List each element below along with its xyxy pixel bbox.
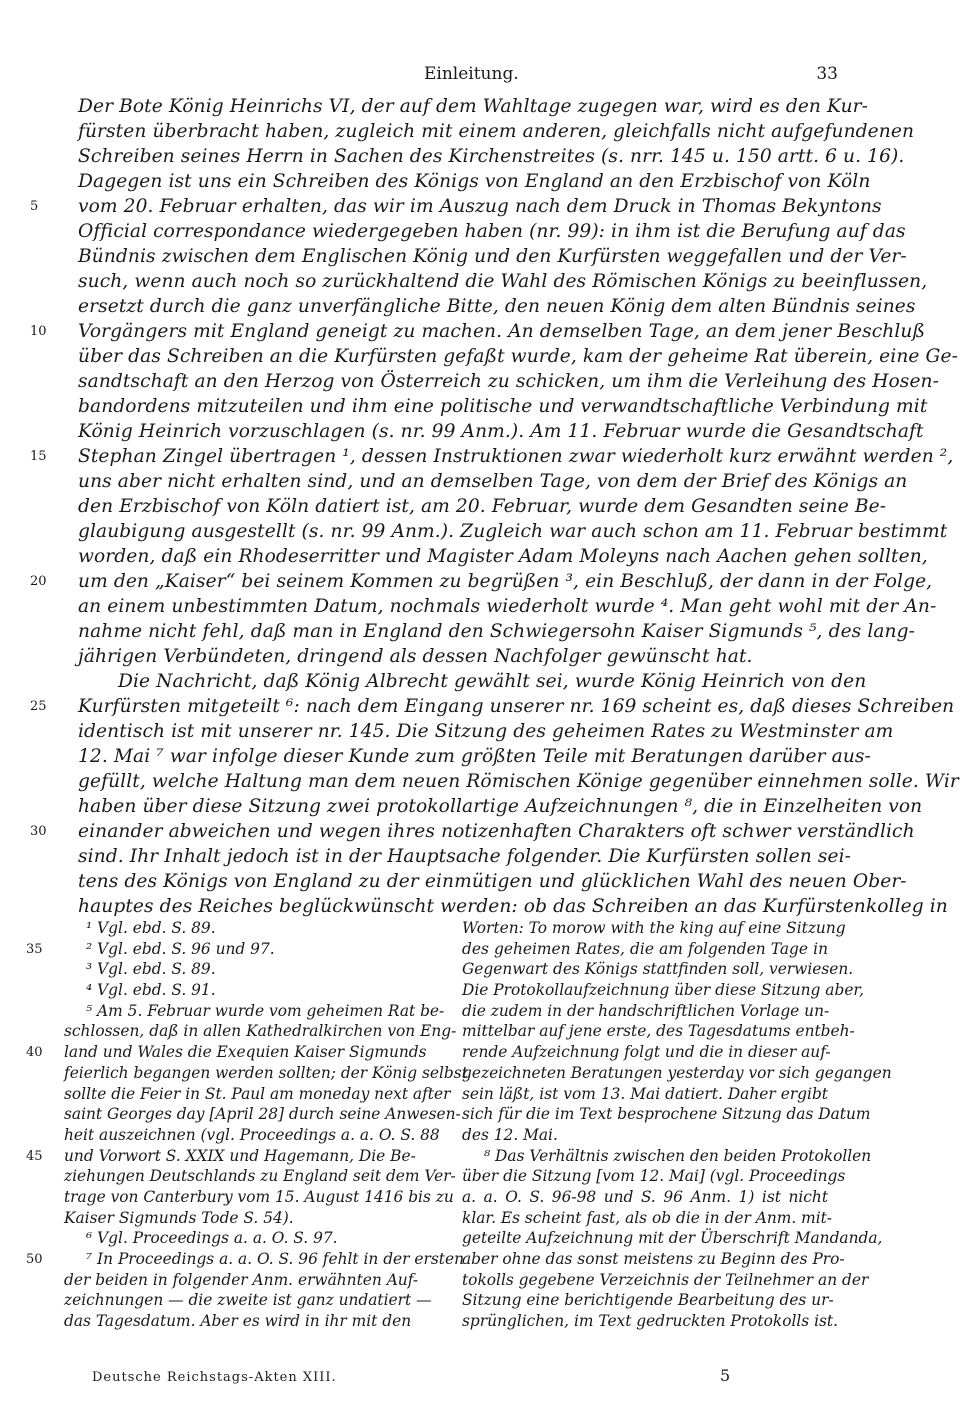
text-line: Die Nachricht, daß König Albrecht gewählt sei, wurde König Heinrich von den	[118, 671, 867, 692]
text-line: such, wenn auch noch so zurückhaltend die Wahl des Römischen Königs zu beeinflussen,	[78, 271, 928, 292]
text-line: identisch ist mit unserer nr. 145. Die Sitzung des geheimen Rates zu Westminster am	[78, 721, 894, 742]
text-line: gefüllt, welche Haltung man dem neuen Römischen Könige gegenüber einnehmen solle. Wir	[78, 771, 959, 792]
text-line: nahme nicht fehl, daß man in England den Schwiegersohn Kaiser Sigmunds ⁵, des lang-	[78, 621, 916, 642]
footnote-line: sprünglichen, im Text gedruckten Protokolls ist.	[462, 1312, 838, 1331]
text-line: Dagegen ist uns ein Schreiben des Königs von England an den Erzbischof von Köln	[78, 171, 871, 192]
text-line: worden, daß ein Rhodeserritter und Magister Adam Moleyns nach Aachen gehen sollten,	[78, 546, 928, 567]
running-title: Einleitung.	[424, 64, 519, 84]
footnote-line: gezeichneten Beratungen yesterday vor sich gegangen	[462, 1063, 892, 1082]
text-line: über das Schreiben an die Kurfürsten gefaßt wurde, kam der geheime Rat überein, eine Ge-	[78, 346, 958, 367]
footnote-line: ziehungen Deutschlands zu England seit dem Ver-	[64, 1167, 456, 1186]
footnote-line: der beiden in folgender Anm. erwähnten Auf-	[64, 1270, 419, 1289]
footnote-line: des 12. Mai.	[462, 1125, 558, 1144]
text-line: glaubigung ausgestellt (s. nr. 99 Anm.). Zugleich war auch schon am 11. Februar bestimmt	[78, 521, 948, 542]
footnote-line: zeichnungen — die zweite ist ganz undatiert —	[64, 1291, 432, 1310]
page-number: 33	[816, 64, 838, 84]
footnote-line: Worten: To morow with the king auf eine Sitzung	[462, 919, 846, 937]
footnote-line: tokolls gegebene Verzeichnis der Teilnehmer an der	[462, 1270, 869, 1289]
text-line: um den „Kaiser“ bei seinem Kommen zu begrüßen ³, ein Beschluß, der dann in der Folge,	[78, 571, 933, 592]
footnote-line: geteilte Aufzeichnung mit der Überschrift Mandanda,	[462, 1229, 883, 1248]
text-line: den Erzbischof von Köln datiert ist, am 20. Februar, wurde dem Gesandten seine Be-	[78, 496, 887, 517]
footnote-line: ⁴ Vgl. ebd. S. 91.	[86, 981, 216, 1000]
text-line: sind. Ihr Inhalt jedoch ist in der Hauptsache folgender. Die Kurfürsten sollen sei-	[78, 846, 852, 867]
footnote-line: ⁵ Am 5. Februar wurde vom geheimen Rat be-	[86, 1001, 445, 1020]
footnote-line: feierlich begangen werden sollten; der König selbst	[64, 1063, 468, 1082]
footnote-line: sein läßt, ist vom 13. Mai datiert. Daher ergibt	[462, 1084, 828, 1103]
line-number: 30	[30, 824, 47, 839]
footnote-line-number: 45	[26, 1148, 43, 1164]
text-line: sandtschaft an den Herzog von Österreich zu schicken, um ihm die Verleihung des Hosen-	[78, 371, 940, 392]
page-header	[0, 64, 960, 88]
footnote-line: ⁸ Das Verhältnis zwischen den beiden Protokollen	[484, 1146, 872, 1165]
footnotes-left-column	[64, 918, 468, 1332]
text-line: Vorgängers mit England geneigt zu machen. An demselben Tage, an dem jener Beschluß	[78, 321, 925, 342]
signature-mark: 5	[720, 1366, 731, 1385]
footnote-line: klar. Es scheint fast, als ob die in der Anm. mit-	[462, 1208, 833, 1227]
series-title: Deutsche Reichstags-Akten XIII.	[92, 1370, 337, 1385]
footnote-line: sich für die im Text besprochene Sitzung das Datum	[462, 1105, 871, 1124]
text-line: ersetzt durch die ganz unverfängliche Bitte, den neuen König dem alten Bündnis seines	[78, 296, 916, 317]
footnote-line: das Tagesdatum. Aber es wird in ihr mit den	[64, 1312, 412, 1331]
text-line: an einem unbestimmten Datum, nochmals wiederholt wurde ⁴. Man geht wohl mit der An-	[78, 596, 937, 617]
footnote-line: saint Georges day [April 28] durch seine Anwesen-	[64, 1105, 461, 1124]
footnote-line: Gegenwart des Königs stattfinden soll, verwiesen.	[462, 960, 854, 979]
footnote-line: land und Wales die Exequien Kaiser Sigmunds	[64, 1043, 427, 1062]
line-number: 5	[30, 199, 39, 214]
text-line: König Heinrich vorzuschlagen (s. nr. 99 Anm.). Am 11. Februar wurde die Gesandtschaft	[78, 421, 924, 442]
text-line: fürsten überbracht haben, zugleich mit einem anderen, gleichfalls nicht aufgefundenen	[78, 121, 915, 142]
text-line: Stephan Zingel übertragen ¹, dessen Instruktionen zwar wiederholt kurz erwähnt werden ²,	[78, 446, 954, 467]
text-line: uns aber nicht erhalten sind, und an demselben Tage, von dem der Brief des Königs an	[78, 471, 908, 492]
footnote-line: Sitzung eine berichtigende Bearbeitung des ur-	[462, 1291, 834, 1310]
text-line: bandordens mitzuteilen und ihm eine politische und verwandtschaftliche Verbindung mit	[78, 396, 928, 417]
footnote-line: ⁷ In Proceedings a. a. O. S. 96 fehlt in der ersten	[86, 1250, 464, 1268]
footnote-line: und Vorwort S. XXIX und Hagemann, Die Be-	[64, 1146, 416, 1165]
text-line: Schreiben seines Herrn in Sachen des Kirchenstreites (s. nrr. 145 u. 150 artt. 6 u. 16).	[78, 146, 905, 167]
text-line: Bündnis zwischen dem Englischen König und den Kurfürsten weggefallen und der Ver-	[78, 246, 907, 267]
footnote-line: trage von Canterbury vom 15. August 1416 bis zu	[64, 1187, 454, 1206]
footnote-line: heit auszeichnen (vgl. Proceedings a. a. O. S. 88	[64, 1125, 440, 1144]
text-line: Der Bote König Heinrichs VI, der auf dem Wahltage zugegen war, wird es den Kur-	[78, 96, 869, 117]
footnote-line: ¹ Vgl. ebd. S. 89.	[86, 919, 216, 937]
line-number: 25	[30, 699, 47, 714]
text-line: tens des Königs von England zu der einmütigen und glücklichen Wahl des neuen Ober-	[78, 871, 907, 892]
footnote-line: mittelbar auf jene erste, des Tagesdatums entbeh-	[462, 1022, 855, 1041]
footnote-line: rende Aufzeichnung folgt und die in dieser auf-	[462, 1043, 831, 1062]
footnote-line: des geheimen Rates, die am folgenden Tage in	[462, 939, 828, 958]
text-line: haben über diese Sitzung zwei protokollartige Aufzeichnungen ⁸, die in Einzelheiten von	[78, 796, 923, 817]
footnote-line: aber ohne das sonst meistens zu Beginn des Pro-	[462, 1250, 845, 1268]
text-line: Official correspondance wiedergegeben haben (nr. 99): in ihm ist die Berufung auf das	[78, 221, 906, 242]
footnotes-right-column	[462, 918, 892, 1332]
text-line: vom 20. Februar erhalten, das wir im Auszug nach dem Druck in Thomas Bekyntons	[78, 196, 882, 217]
footnote-line: die zudem in der handschriftlichen Vorlage un-	[462, 1001, 830, 1020]
text-line: hauptes des Reiches beglückwünscht werden: ob das Schreiben an das Kurfürstenkolleg in	[78, 896, 948, 917]
footnote-line-number: 40	[26, 1045, 43, 1061]
footnote-line: über die Sitzung [vom 12. Mai] (vgl. Proceedings	[462, 1167, 846, 1186]
text-line: einander abweichen und wegen ihres notizenhaften Charakters oft schwer verständlich	[78, 821, 915, 842]
footnote-line: Kaiser Sigmunds Tode S. 54).	[64, 1208, 294, 1227]
footnote-line: ⁶ Vgl. Proceedings a. a. O. S. 97.	[86, 1229, 338, 1248]
footnote-line-number: 35	[26, 941, 43, 957]
footnote-line: ³ Vgl. ebd. S. 89.	[86, 960, 216, 979]
footnote-line: sollte die Feier in St. Paul am moneday next after	[64, 1084, 451, 1103]
line-number: 15	[30, 449, 47, 464]
line-number: 10	[30, 324, 47, 339]
text-line: 12. Mai ⁷ war infolge dieser Kunde zum größten Teile mit Beratungen darüber aus-	[78, 746, 871, 767]
footnote-line: a. a. O. S. 96-98 und S. 96 Anm. 1) ist nicht	[462, 1187, 828, 1206]
footnote-line-number: 50	[26, 1252, 43, 1268]
text-line: jährigen Verbündeten, dringend als dessen Nachfolger gewünscht hat.	[78, 646, 753, 667]
footnote-line: Die Protokollaufzeichnung über diese Sitzung aber,	[462, 981, 864, 1000]
footnote-line: ² Vgl. ebd. S. 96 und 97.	[86, 939, 275, 958]
text-line: Kurfürsten mitgeteilt ⁶: nach dem Eingang unserer nr. 169 scheint es, daß dieses Schreiben	[78, 696, 955, 717]
footnote-line: schlossen, daß in allen Kathedralkirchen von Eng-	[64, 1022, 457, 1041]
line-number: 20	[30, 574, 47, 589]
